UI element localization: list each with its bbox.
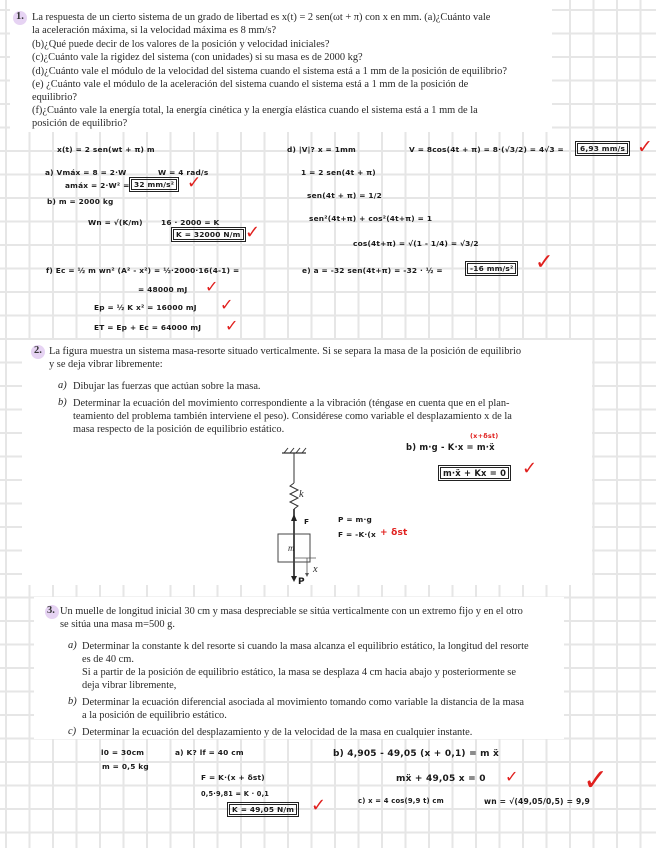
- hw-d-line2: sen(4t + π) = 1/2: [307, 191, 383, 200]
- text-line: teamiento del problema también interviene el peso). Considérese como variable el desplazamiento x de la: [73, 411, 512, 422]
- text-line: y se deja vibrar libremente:: [49, 359, 163, 370]
- item-label: b): [58, 397, 67, 408]
- text-line: masa respecto de la posición de equilibrio estático.: [73, 424, 285, 435]
- hw-b-equation: b) m·g - K·x = m·ẍ: [406, 442, 495, 452]
- hw-initial-length: l0 = 30cm: [101, 748, 145, 757]
- text-line: Determinar la ecuación del movimiento correspondiente a la vibración (téngase en cuenta que en el plan-: [73, 398, 510, 409]
- hw-answer-k: K = 49,05 N/m: [229, 804, 297, 815]
- check-mark-icon: ✓: [505, 767, 519, 786]
- text-line: es de 40 cm.: [82, 654, 134, 665]
- text-line: Dibujar las fuerzas que actúan sobre la masa.: [73, 381, 261, 392]
- hw-b-mass: b) m = 2000 kg: [47, 197, 114, 206]
- check-mark-icon: ✓: [637, 136, 653, 158]
- hw-d-line3: sen²(4t+π) + cos²(4t+π) = 1: [309, 214, 433, 223]
- hw-c-displacement: c) x = 4 cos(9,9 t) cm: [358, 797, 444, 805]
- text-line: Determinar la constante k del resorte si cuando la masa alcanza el equilibrio estático, la longitud del resorte: [82, 641, 529, 652]
- hw-k-calc: 16 · 2000 = K: [161, 218, 220, 227]
- check-mark-icon: ✓: [245, 222, 261, 243]
- hw-answer-amax: 32 mm/s²: [131, 179, 177, 190]
- text-line: (b)¿Qué puede decir de los valores de la posición y velocidad iniciales?: [32, 39, 330, 50]
- mass-spring-diagram: [270, 450, 330, 585]
- problem-1-number: 1.: [16, 11, 24, 22]
- item-label: b): [68, 696, 77, 707]
- text-line: (c)¿Cuánto vale la rigidez del sistema (con unidades) si su masa es de 2000 kg?: [32, 52, 363, 63]
- hw-c-wn: wn = √(49,05/0,5) = 9,9: [484, 797, 591, 806]
- hw-d-line4: cos(4t+π) = √(1 - 1/4) = √3/2: [353, 239, 479, 248]
- hw-answer-acceleration: -16 mm/s²: [467, 263, 516, 274]
- text-line: La respuesta de un cierto sistema de un grado de libertad es x(t) = 2 sen(ωt + π) con x en mm. (a)¿Cuánto vale: [32, 12, 491, 23]
- hw-d-label: d) |V|? x = 1mm: [287, 145, 356, 154]
- text-line: deja vibrar libremente,: [82, 680, 177, 691]
- hw-answer-motion-equation: m·ẍ + Kx = 0: [440, 467, 509, 479]
- hw-wn-formula: Wn = √(K/m): [88, 218, 143, 227]
- text-line: equilibrio?: [32, 92, 78, 103]
- text-line: a la posición de equilibrio estático.: [82, 710, 227, 721]
- hw-a-amax: amáx = 2·W² =: [65, 181, 130, 190]
- text-line: la aceleración máxima, si la velocidad máxima es 8 mm/s?: [32, 25, 277, 36]
- hw-b-line2: mẍ + 49,05 x = 0: [396, 774, 486, 784]
- hw-f-kinetic: f) Ec = ½ m wn² (A² - x²) = ½·2000·16(4-1) =: [46, 266, 240, 275]
- item-label: a): [68, 640, 77, 651]
- text-line: (d)¿Cuánto vale el módulo de la velocidad del sistema cuando el sistema está a 1 mm de la posición de equilibrio?: [32, 66, 507, 77]
- hw-b-note: (x+δst): [470, 432, 499, 440]
- check-mark-icon: ✓: [311, 795, 327, 816]
- spring-constant-label: k: [299, 489, 304, 500]
- text-line: (f)¿Cuánto vale la energía total, la energía cinética y la energía elástica cuando el sistema está a 1 mm de la: [32, 105, 478, 116]
- hw-e-acceleration: e) a = -32 sen(4t+π) = -32 · ½ =: [302, 266, 443, 275]
- hw-b-line1: b) 4,905 - 49,05 (x + 0,1) = m ẍ: [333, 749, 500, 759]
- hw-x-equation: x(t) = 2 sen(wt + π) m: [57, 145, 155, 154]
- check-mark-icon: ✓: [187, 173, 202, 193]
- hw-weight: P = m·g: [338, 515, 372, 524]
- text-line: Si a partir de la posición de equilibrio estático, la masa se desplaza 4 cm hacia abajo y posteriormente se: [82, 667, 516, 678]
- displacement-label: x: [313, 564, 318, 575]
- hw-d-velocity: V = 8cos(4t + π) = 8·(√3/2) = 4√3 =: [409, 145, 564, 154]
- problem-3-number: 3.: [47, 605, 55, 616]
- text-line: La figura muestra un sistema masa-resorte situado verticalmente. Si se separa la masa de la posición de equilibrio: [49, 346, 522, 357]
- hw-a-omega: W = 4 rad/s: [158, 168, 209, 177]
- text-line: Determinar la ecuación diferencial asociada al movimiento tomando como variable la distancia de la masa: [82, 697, 524, 708]
- text-line: (e) ¿Cuánto vale el módulo de la aceleración del sistema cuando el sistema está a 1 mm de la posición de: [32, 79, 469, 90]
- hw-a-calc: 0,5·9,81 = K · 0,1: [201, 790, 270, 798]
- hw-answer-k: K = 32000 N/m: [173, 229, 244, 240]
- hw-mass: m = 0,5 kg: [102, 762, 149, 771]
- mass-label: m: [288, 543, 295, 553]
- check-mark-icon: ✓: [535, 250, 554, 275]
- item-label: a): [58, 380, 67, 391]
- check-mark-icon: ✓: [220, 295, 234, 314]
- text-line: Determinar la ecuación del desplazamiento y de la velocidad de la masa en cualquier instante.: [82, 727, 473, 738]
- hw-answer-velocity: 6,93 mm/s: [577, 143, 628, 154]
- hw-a-force: F = K·(x + δst): [201, 773, 265, 782]
- check-mark-icon: ✓: [225, 316, 239, 335]
- hw-f-total: ET = Ep + Ec = 64000 mJ: [94, 323, 202, 332]
- problem-2-number: 2.: [34, 345, 42, 356]
- force-p-label: P: [298, 577, 305, 587]
- hw-f-elastic: Ep = ½ K x² = 16000 mJ: [94, 303, 197, 312]
- text-line: Un muelle de longitud inicial 30 cm y masa despreciable se sitúa verticalmente con un extremo fijo y en el otro: [60, 606, 523, 617]
- hw-d-line1: 1 = 2 sen(4t + π): [301, 168, 376, 177]
- hw-f-kinetic-result: = 48000 mJ: [138, 285, 188, 294]
- hw-spring-force: F = -K·(x: [338, 530, 376, 539]
- check-mark-icon: ✓: [583, 763, 609, 798]
- item-label: c): [68, 726, 77, 737]
- hw-a-question: a) K? lf = 40 cm: [175, 748, 244, 757]
- force-f-label: F: [304, 517, 310, 526]
- check-mark-icon: ✓: [205, 277, 219, 296]
- text-line: posición de equilibrio?: [32, 118, 128, 129]
- hw-a-vmax: a) Vmáx = 8 = 2·W: [45, 168, 127, 177]
- text-line: se sitúa una masa m=500 g.: [60, 619, 175, 630]
- hw-spring-force-correction: + δst: [380, 528, 408, 538]
- check-mark-icon: ✓: [522, 458, 538, 479]
